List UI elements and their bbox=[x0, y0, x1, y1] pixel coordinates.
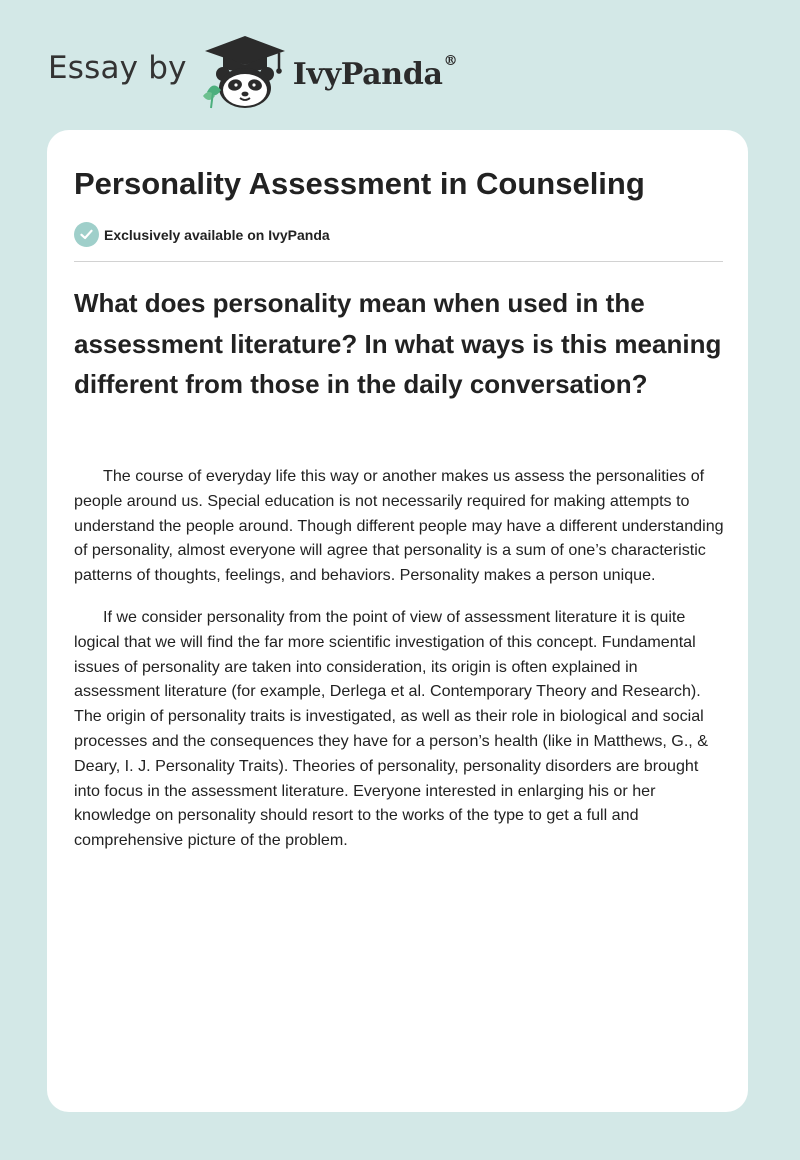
brand-name-text: IvyPanda bbox=[292, 56, 443, 92]
page-title: Personality Assessment in Counseling bbox=[74, 166, 645, 201]
paragraph: The course of everyday life this way or another makes us assess the personalities of people around us. Special education is not necessarily required for making attempts to understand the people around. Though different people may have a different understanding of personality, almost everyone will agree that personality is a sum of one’s characteristic patterns of thoughts, feelings, and behaviors. Personality makes a person unique. bbox=[74, 467, 724, 585]
check-icon bbox=[74, 222, 99, 247]
brand-header[interactable] bbox=[48, 34, 457, 110]
brand-prefix: Essay by bbox=[48, 50, 187, 86]
brand-name bbox=[292, 52, 458, 92]
registered-mark: ® bbox=[443, 52, 458, 69]
paragraph: If we consider personality from the point of view of assessment literature it is quite logical that we will find the far more scientific investigation of this concept. Fundamental issues of personality are taken into consideration, its origin is often explained in assessment literature (for example, Derlega et al. Contemporary Theory and Research). The origin of personality traits is investigated, as well as their role in biological and social processes and the consequences they have for a person’s health (like in Matthews, G., & Deary, I. J. Personality Traits). Theories of personality, personality disorders are brought into focus in the assessment literature. Everyone interested in enlarging his or her knowledge on personality should resort to the works of the type to get a full and comprehensive picture of the problem. bbox=[74, 607, 708, 850]
article-body bbox=[74, 464, 726, 870]
badge-label: Exclusively available on IvyPanda bbox=[104, 226, 330, 243]
exclusive-badge bbox=[74, 222, 330, 247]
article-card bbox=[47, 130, 748, 1112]
section-heading: What does personality mean when used in the assessment literature? In what ways is this meaning different from those in the daily conversation? bbox=[74, 288, 722, 399]
divider bbox=[74, 261, 723, 262]
panda-graduation-cap-icon bbox=[199, 34, 291, 110]
